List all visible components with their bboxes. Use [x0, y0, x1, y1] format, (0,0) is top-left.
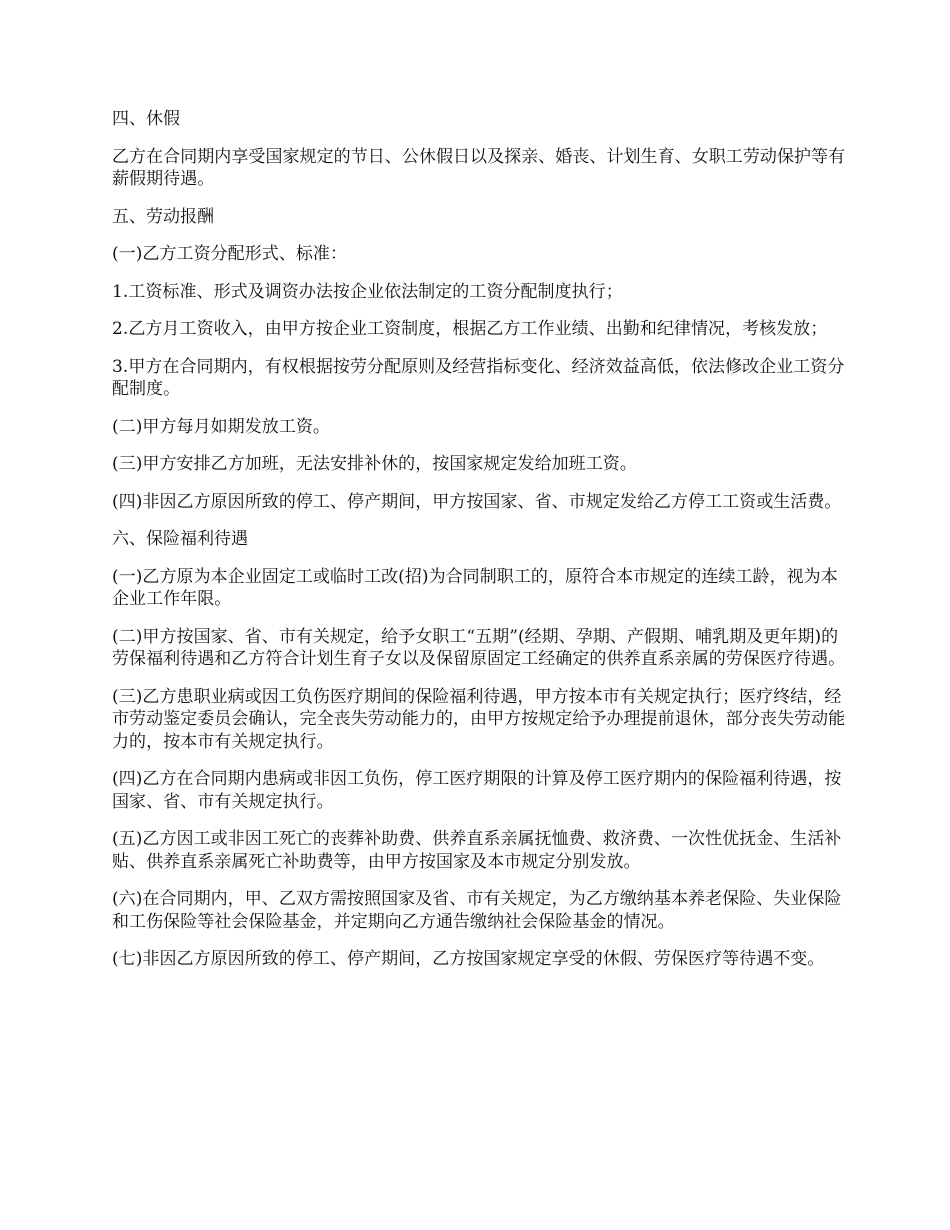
- paragraph-insurance-3: (三)乙方患职业病或因工负伤医疗期间的保险福利待遇，甲方按本市有关规定执行；医疗终结，经市劳动鉴定委员会确认，完全丧失劳动能力的，由甲方按规定给予办理提前退休，部分丧失劳动能力的，按本市有关规定执行。: [112, 686, 846, 752]
- paragraph-insurance-6: (六)在合同期内，甲、乙双方需按照国家及省、市有关规定，为乙方缴纳基本养老保险、失业保险和工伤保险等社会保险基金，并定期向乙方通告缴纳社会保险基金的情况。: [112, 889, 842, 932]
- section-heading-remuneration: 五、劳动报酬: [112, 206, 214, 227]
- document-page: [112, 108, 852, 986]
- paragraph-monthly-pay: (二)甲方每月如期发放工资。: [112, 416, 330, 437]
- paragraph-insurance-1: (一)乙方原为本企业固定工或临时工改(招)为合同制职工的，原符合本市规定的连续工龄，视为本企业工作年限。: [112, 566, 838, 609]
- paragraph-leave-benefits: 乙方在合同期内享受国家规定的节日、公休假日以及探亲、婚丧、计划生育、女职工劳动保护等有薪假期待遇。: [112, 146, 846, 189]
- section-heading-insurance: 六、保险福利待遇: [112, 529, 248, 549]
- paragraph-insurance-4: (四)乙方在合同期内患病或非因工负伤，停工医疗期限的计算及停工医疗期内的保险福利待遇，按国家、省、市有关规定执行。: [112, 769, 842, 812]
- paragraph-insurance-5: (五)乙方因工或非因工死亡的丧葬补助费、供养直系亲属抚恤费、救济费、一次性优抚金、生活补贴、供养直系亲属死亡补助费等，由甲方按国家及本市规定分别发放。: [112, 829, 842, 872]
- paragraph-work-stoppage-pay: (四)非因乙方原因所致的停工、停产期间，甲方按国家、省、市规定发给乙方停工工资或生活费。: [112, 491, 842, 512]
- paragraph-wage-item-2: 2.乙方月工资收入，由甲方按企业工资制度，根据乙方工作业绩、出勤和纪律情况，考核发放；: [112, 319, 828, 339]
- section-heading-leave: 四、休假: [112, 109, 180, 129]
- paragraph-wage-item-1: 1.工资标准、形式及调资办法按企业依法制定的工资分配制度执行；: [112, 281, 623, 302]
- paragraph-overtime: (三)甲方安排乙方加班，无法安排补休的，按国家规定发给加班工资。: [112, 454, 637, 474]
- paragraph-insurance-2: (二)甲方按国家、省、市有关规定，给予女职工“五期”(经期、孕期、产假期、哺乳期及更年期)的劳保福利待遇和乙方符合计划生育子女以及保留原固定工经确定的供养直系亲属的劳保医疗待遇。: [112, 626, 846, 669]
- paragraph-wage-form: (一)乙方工资分配形式、标准：: [112, 244, 348, 264]
- paragraph-wage-item-3: 3.甲方在合同期内，有权根据按劳分配原则及经营指标变化、经济效益高低，依法修改企业工资分配制度。: [112, 356, 845, 399]
- paragraph-insurance-7: (七)非因乙方原因所致的停工、停产期间，乙方按国家规定享受的休假、劳保医疗等待遇不变。: [112, 949, 825, 969]
